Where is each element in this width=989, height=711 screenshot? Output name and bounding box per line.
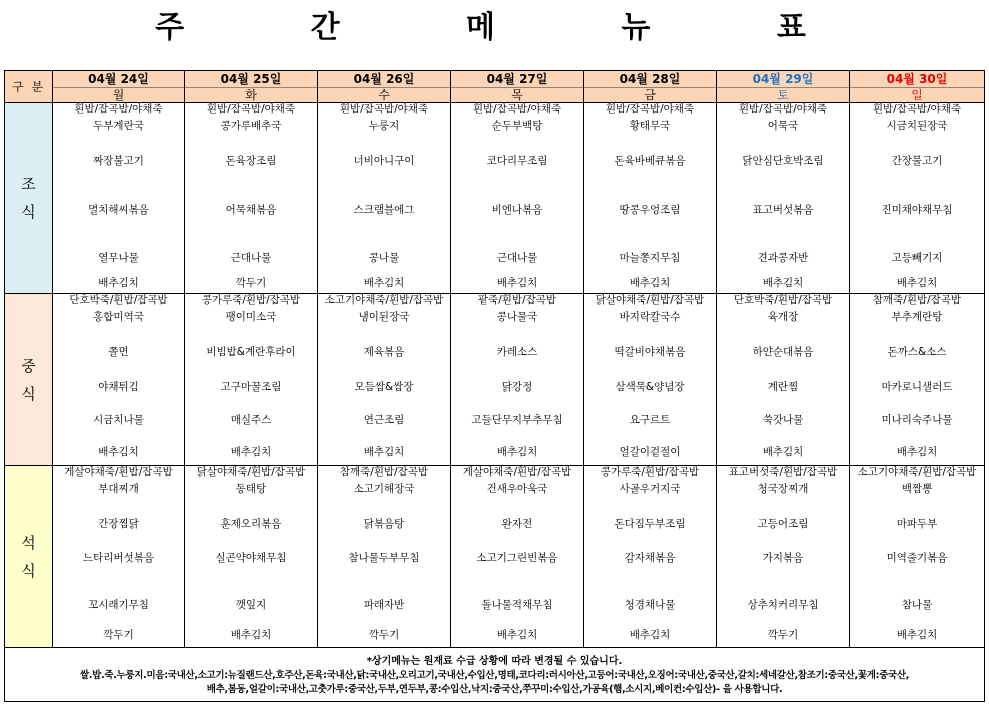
menu-item: 소고기야채죽/흰밥/잡곡밥: [324, 294, 444, 306]
menu-item: 깍두기: [767, 629, 799, 641]
menu-item: 흰밥/잡곡밥/야채죽: [74, 103, 163, 115]
menu-item: 매실주스: [230, 414, 272, 426]
lunch-row: [5, 294, 985, 466]
menu-item: 시금치된장국: [886, 120, 948, 132]
weekday-label: 수: [378, 88, 390, 102]
menu-cell: [53, 294, 185, 466]
header-label: 구 분: [5, 71, 53, 103]
menu-cell: [451, 466, 584, 648]
menu-cell: [850, 294, 985, 466]
menu-cell-inner: [717, 294, 849, 465]
menu-item: 누룽지: [368, 120, 400, 132]
footer-notes: [5, 648, 985, 702]
menu-item: 쫄면: [108, 346, 129, 358]
date-label: 04월 28일: [584, 71, 716, 88]
dinner-label: [5, 466, 53, 648]
meal-label-char: 중: [21, 356, 36, 375]
meal-label-char: 식: [21, 561, 36, 580]
menu-item: 돈육바베큐볶음: [614, 155, 686, 167]
date-label: 04월 25일: [185, 71, 317, 88]
menu-item: 청경채나물: [624, 599, 676, 611]
menu-cell: [185, 294, 318, 466]
meal-label-char: 식: [21, 384, 36, 403]
menu-item: 떡갈비야채볶음: [614, 346, 686, 358]
menu-item: 완자전: [501, 518, 533, 530]
menu-item: 꼬시래기무침: [88, 599, 149, 611]
menu-item: 흰밥/잡곡밥/야채죽: [872, 103, 962, 115]
menu-item: 가지볶음: [762, 552, 804, 564]
menu-item: 배추김치: [629, 277, 671, 289]
menu-item: 배추김치: [629, 629, 671, 641]
day-header: [451, 71, 584, 103]
menu-item: 얼갈이겉절이: [619, 446, 681, 458]
menu-cell: [318, 294, 451, 466]
menu-item: 비엔나볶음: [491, 204, 543, 216]
meal-label-char: 조: [21, 175, 36, 193]
menu-item: 소고기야채죽/흰밥/잡곡밥: [857, 466, 977, 478]
menu-item: 미나리숙주나물: [881, 414, 953, 426]
menu-item: 열무나물: [98, 252, 139, 264]
menu-item: 배추김치: [230, 629, 272, 641]
day-header: [318, 71, 451, 103]
day-header: [717, 71, 850, 103]
menu-item: 땅콩우엉조림: [619, 204, 681, 216]
menu-cell: [451, 294, 584, 466]
menu-item: 배추김치: [98, 277, 139, 289]
menu-item: 고구마꿀조림: [220, 381, 282, 393]
change-notice: *상기메뉴는 원재료 수급 상황에 따라 변경될 수 있습니다.: [366, 656, 623, 667]
menu-item: 소고기해장국: [353, 483, 415, 495]
weekday-label: 월: [112, 88, 125, 102]
menu-item: 게살야채죽/흰밥/잡곡밥: [462, 466, 572, 478]
menu-item: 요구르트: [629, 414, 671, 426]
menu-cell-inner: [451, 103, 583, 293]
menu-item: 게살야채죽/흰밥/잡곡밥: [64, 466, 173, 478]
menu-item: 스크램블에그: [353, 204, 415, 216]
menu-item: 제육볶음: [363, 346, 405, 358]
menu-item: 콩나물국: [496, 311, 538, 323]
menu-cell-inner: [185, 103, 317, 293]
menu-item: 사골우거지국: [619, 483, 681, 495]
menu-cell: [850, 466, 985, 648]
date-label: 04월 29일: [717, 71, 849, 88]
menu-cell-inner: [318, 294, 450, 465]
weekday-label: 목: [511, 88, 523, 102]
menu-cell-inner: [318, 103, 450, 293]
menu-item: 참나물: [901, 599, 933, 611]
menu-item: 어묵국: [767, 120, 799, 132]
menu-item: 닭안심단호박조림: [742, 155, 824, 167]
menu-item: 견과콩자반: [757, 252, 809, 264]
menu-item: 상추치커리무침: [747, 599, 819, 611]
menu-item: 근대나물: [496, 252, 538, 264]
header-row: [5, 71, 985, 103]
menu-cell-inner: [53, 103, 184, 293]
menu-cell-inner: [451, 466, 583, 647]
menu-cell-inner: [53, 466, 184, 647]
menu-item: 콩가루배추국: [220, 120, 282, 132]
menu-item: 돈육장조림: [225, 155, 277, 167]
menu-item: 닭살야채죽/흰밥/잡곡밥: [595, 294, 705, 306]
menu-item: 흰밥/잡곡밥/야채죽: [206, 103, 296, 115]
menu-item: 마카로니샐러드: [881, 381, 953, 393]
menu-item: 부대찌개: [98, 483, 139, 495]
breakfast-row: [5, 103, 985, 294]
menu-item: 두부계란국: [93, 120, 144, 132]
menu-item: 동태탕: [235, 483, 267, 495]
menu-item: 황태무국: [629, 120, 671, 132]
menu-cell-inner: [850, 466, 984, 647]
menu-item: 흰밥/잡곡밥/야채죽: [738, 103, 828, 115]
menu-cell: [584, 294, 717, 466]
menu-item: 배추김치: [496, 446, 538, 458]
menu-item: 너비아니구이: [353, 155, 415, 167]
date-label: 04월 27일: [451, 71, 583, 88]
menu-item: 냉이된장국: [358, 311, 410, 323]
menu-item: 마늘쫑지무침: [619, 252, 681, 264]
menu-cell: [717, 103, 850, 294]
menu-item: 돌나물적채무침: [481, 599, 553, 611]
weekday-label: 화: [245, 88, 257, 102]
menu-item: 소고기그린빈볶음: [476, 552, 558, 564]
menu-item: 비빔밥&계란후라이: [206, 346, 296, 358]
menu-item: 팽이미소국: [225, 311, 277, 323]
day-header: [185, 71, 318, 103]
menu-item: 파래자반: [363, 599, 405, 611]
menu-item: 닭살야채죽/흰밥/잡곡밥: [196, 466, 306, 478]
menu-item: 훈제오리볶음: [220, 518, 282, 530]
weekly-menu-table: [4, 70, 985, 702]
day-header: [53, 71, 185, 103]
menu-item: 참깨죽/흰밥/잡곡밥: [872, 294, 962, 306]
origin-info-line2: 배추,봄동,얼갈이:국내산,고춧가루:중국산,두부,연두부,콩:수입산,낙지:중국산,쭈꾸미:수입산,가공육(햄,소시지,베이컨:수입산)- 을 사용합니다.: [206, 684, 783, 695]
menu-cell: [584, 103, 717, 294]
menu-cell: [717, 466, 850, 648]
menu-cell: [584, 466, 717, 648]
meal-label-char: 석: [21, 533, 36, 552]
menu-cell-inner: [850, 103, 984, 293]
menu-item: 고등빼기지: [891, 252, 943, 264]
menu-cell: [53, 466, 185, 648]
menu-item: 하얀순대볶음: [752, 346, 814, 358]
menu-item: 쑥갓나물: [762, 414, 804, 426]
menu-item: 감자채볶음: [624, 552, 676, 564]
menu-item: 배추김치: [363, 446, 405, 458]
menu-item: 순두부백탕: [491, 120, 543, 132]
origin-info-line1: 쌀.밥.죽.누룽지.미음:국내산,소고기:뉴질랜드산,호주산,돈육:국내산,닭:국내산,오리고기,국내산,수입산,명태,코다리:러시아산,고등어:국내산,오징어:국내산,중국산,갈치:세네갈산,참조기:중국산,꽃게:중국산,: [79, 670, 910, 681]
menu-item: 배추김치: [363, 277, 405, 289]
menu-cell: [318, 466, 451, 648]
weekday-label: 금: [644, 88, 656, 102]
menu-item: 배추김치: [98, 446, 139, 458]
menu-item: 배추김치: [230, 446, 272, 458]
date-label: 04월 24일: [53, 71, 184, 88]
menu-item: 깍두기: [235, 277, 267, 289]
menu-cell-inner: [717, 103, 849, 293]
menu-cell-inner: [53, 294, 184, 465]
menu-item: 카레소스: [496, 346, 538, 358]
menu-cell-inner: [318, 466, 450, 647]
menu-item: 실곤약야채무침: [215, 552, 287, 564]
menu-cell-inner: [717, 466, 849, 647]
menu-item: 표고버섯볶음: [752, 204, 814, 216]
menu-item: 삼색묵&양념장: [615, 381, 685, 393]
menu-item: 근대나물: [230, 252, 272, 264]
menu-item: 배추김치: [762, 277, 804, 289]
menu-item: 바지락칼국수: [619, 311, 681, 323]
menu-item: 배추김치: [896, 446, 938, 458]
menu-item: 간장찜닭: [98, 518, 139, 530]
menu-item: 단호박죽/흰밥/잡곡밥: [733, 294, 833, 306]
menu-item: 깻잎지: [235, 599, 267, 611]
menu-cell: [318, 103, 451, 294]
menu-item: 깍두기: [368, 629, 400, 641]
menu-item: 야채튀김: [98, 381, 139, 393]
menu-item: 느타리버섯볶음: [82, 552, 154, 564]
menu-item: 흰밥/잡곡밥/야채죽: [339, 103, 429, 115]
menu-item: 콩가루죽/흰밥/잡곡밥: [600, 466, 700, 478]
menu-item: 어묵채볶음: [225, 204, 277, 216]
menu-item: 참깨죽/흰밥/잡곡밥: [339, 466, 429, 478]
menu-cell: [185, 466, 318, 648]
weekday-label: 일: [911, 88, 923, 102]
menu-item: 돈까스&소스: [887, 346, 947, 358]
menu-item: 간장불고기: [891, 155, 943, 167]
menu-item: 단호박죽/흰밥/잡곡밥: [69, 294, 168, 306]
menu-cell-inner: [185, 466, 317, 647]
menu-item: 진미채야채무침: [881, 204, 953, 216]
menu-cell-inner: [584, 294, 716, 465]
menu-item: 참나물두부무침: [348, 552, 420, 564]
menu-item: 고등어조림: [757, 518, 809, 530]
menu-item: 표고버섯죽/흰밥/잡곡밥: [728, 466, 838, 478]
menu-item: 배추김치: [896, 277, 938, 289]
lunch-label: [5, 294, 53, 466]
menu-item: 미역줄기볶음: [886, 552, 948, 564]
day-header: [584, 71, 717, 103]
menu-item: 연근조림: [363, 414, 405, 426]
menu-item: 시금치나물: [93, 414, 144, 426]
menu-cell-inner: [584, 466, 716, 647]
menu-item: 배추김치: [496, 629, 538, 641]
menu-cell-inner: [584, 103, 716, 293]
menu-item: 콩가루죽/흰밥/잡곡밥: [201, 294, 301, 306]
menu-item: 모듬쌈&쌈장: [354, 381, 414, 393]
menu-cell-inner: [451, 294, 583, 465]
menu-cell: [717, 294, 850, 466]
breakfast-label: [5, 103, 53, 294]
menu-item: 배추김치: [896, 629, 938, 641]
day-header: [850, 71, 985, 103]
menu-item: 부추계란탕: [891, 311, 943, 323]
footer-row: [5, 648, 985, 702]
menu-item: 고들단무지부추무침: [471, 414, 563, 426]
menu-cell: [451, 103, 584, 294]
menu-item: 콩나물: [368, 252, 400, 264]
date-label: 04월 26일: [318, 71, 450, 88]
dinner-row: [5, 466, 985, 648]
menu-item: 멸치해씨볶음: [88, 204, 149, 216]
menu-item: 코다리무조림: [486, 155, 548, 167]
menu-cell: [185, 103, 318, 294]
menu-item: 깍두기: [103, 629, 134, 641]
meal-label-char: 식: [21, 203, 36, 221]
menu-item: 청국장찌개: [757, 483, 809, 495]
menu-item: 배추김치: [496, 277, 538, 289]
menu-item: 백짬뽕: [901, 483, 933, 495]
menu-item: 짜장불고기: [93, 155, 144, 167]
menu-item: 배추김치: [762, 446, 804, 458]
menu-item: 흰밥/잡곡밥/야채죽: [605, 103, 695, 115]
menu-item: 건새우아욱국: [486, 483, 548, 495]
page-title: 주 간 메 뉴 표: [155, 10, 864, 45]
date-label: 04월 30일: [850, 71, 984, 88]
menu-item: 팥죽/흰밥/잡곡밥: [477, 294, 557, 306]
weekday-label: 토: [777, 88, 789, 102]
menu-item: 육개장: [767, 311, 799, 323]
menu-cell-inner: [850, 294, 984, 465]
menu-cell: [53, 103, 185, 294]
menu-item: 마파두부: [896, 518, 938, 530]
menu-item: 홍합미역국: [93, 311, 144, 323]
menu-item: 닭볶음탕: [363, 518, 405, 530]
menu-item: 돈다짐두부조림: [614, 518, 686, 530]
menu-cell: [850, 103, 985, 294]
menu-item: 계란찜: [767, 381, 799, 393]
menu-cell-inner: [185, 294, 317, 465]
menu-item: 닭강정: [501, 381, 533, 393]
menu-item: 흰밥/잡곡밥/야채죽: [472, 103, 562, 115]
